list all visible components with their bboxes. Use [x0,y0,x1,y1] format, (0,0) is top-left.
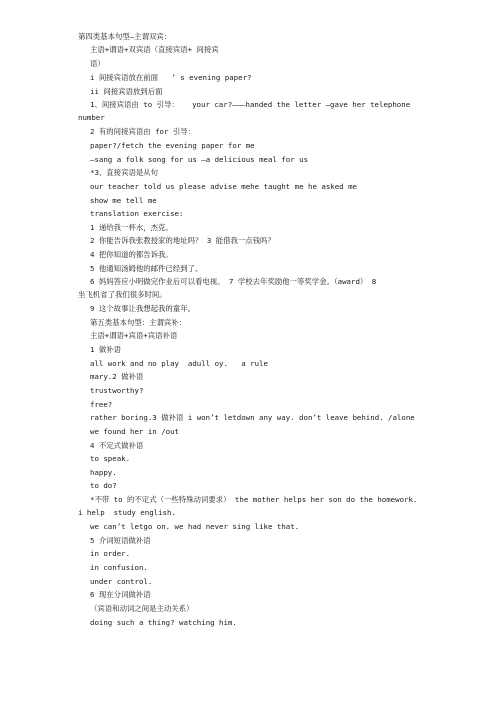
text-line: 5 他通知汤姆他的邮件已经到了。 [90,264,203,273]
text-line: （宾语和动词之间是主动关系） [90,604,194,613]
text-line: to do? [90,481,117,490]
text-line: to speak. [90,454,131,463]
text-line: 9 这个故事让我想起我的童年。 [90,304,195,313]
text-line: mary.2 做补语 [90,372,144,381]
text-line: ii 间接宾语放到后面 [90,87,163,96]
text-line: free? [90,400,113,409]
text-line: rather boring.3 做补语 i won’t letdown any way. don’t leave behind. /alone [90,413,415,422]
text-line: paper?/fetch the evening paper for me [90,141,255,150]
section-heading: 第五类基本句型：主谓宾补： [90,318,187,327]
text-line: 1 递给我一杯水，杰克。 [90,223,173,232]
text-line: 主语+谓语+双宾语（直接宾语+ 间接宾 [90,45,219,54]
text-line: number [78,113,105,122]
text-line: *3、直接宾语是从句 [90,168,159,177]
text-line: in confusion. [90,563,148,572]
text-line: 2 有的间接宾语由 for 引导： [90,127,196,136]
text-line: 6 现在分词做补语 [90,590,151,599]
text-line: under control. [90,577,153,586]
text-line: 6 妈妈答应小明做完作业后可以看电视。 7 学校去年奖励他一等奖学金。（award） 8 [90,277,377,286]
text-line: 1、间接宾语由 to 引导： your car?———handed the letter —gave her telephone [90,100,411,109]
text-line: i 间接宾语放在前面 ’ s evening paper? [90,73,252,82]
text-line: translation exercise: [90,209,184,218]
text-line: trustworthy? [90,386,144,395]
text-line: –sang a folk song for us —a delicious meal for us [90,155,309,164]
text-line: 主语+谓语+宾语+宾语补语 [90,331,178,340]
text-line: i help study english. [78,508,176,517]
text-line: doing such a thing? watching him. [90,618,237,627]
section-heading: 第四类基本句型—主谓双宾： [78,32,172,41]
text-line: happy. [90,468,117,477]
text-line: all work and no play adull oy. a rule [90,359,268,368]
text-line: in order. [90,549,131,558]
text-line: we can’t letgo on. we had never sing like that. [90,522,300,531]
text-line: 语） [90,59,105,68]
text-line: we found her in /out [90,427,179,436]
text-line: our teacher told us please advise mehe taught me he asked me [90,182,357,191]
text-line: 4 不定式做补语 [90,441,144,450]
text-line: 1 做补语 [90,345,122,354]
text-line: 坐飞机省了我们很多时间。 [78,290,167,299]
text-line: 5 介词短语做补语 [90,536,151,545]
text-line: 4 把你知道的都告诉我。 [90,250,173,259]
text-line: show me tell me [90,196,157,205]
text-line: *不带 to 的不定式（一些特殊动词要求） the mother helps her son do the homework. [90,495,418,504]
text-line: 2 你能告诉我张教授家的地址吗？ 3 能借我一点钱吗？ [90,236,275,245]
